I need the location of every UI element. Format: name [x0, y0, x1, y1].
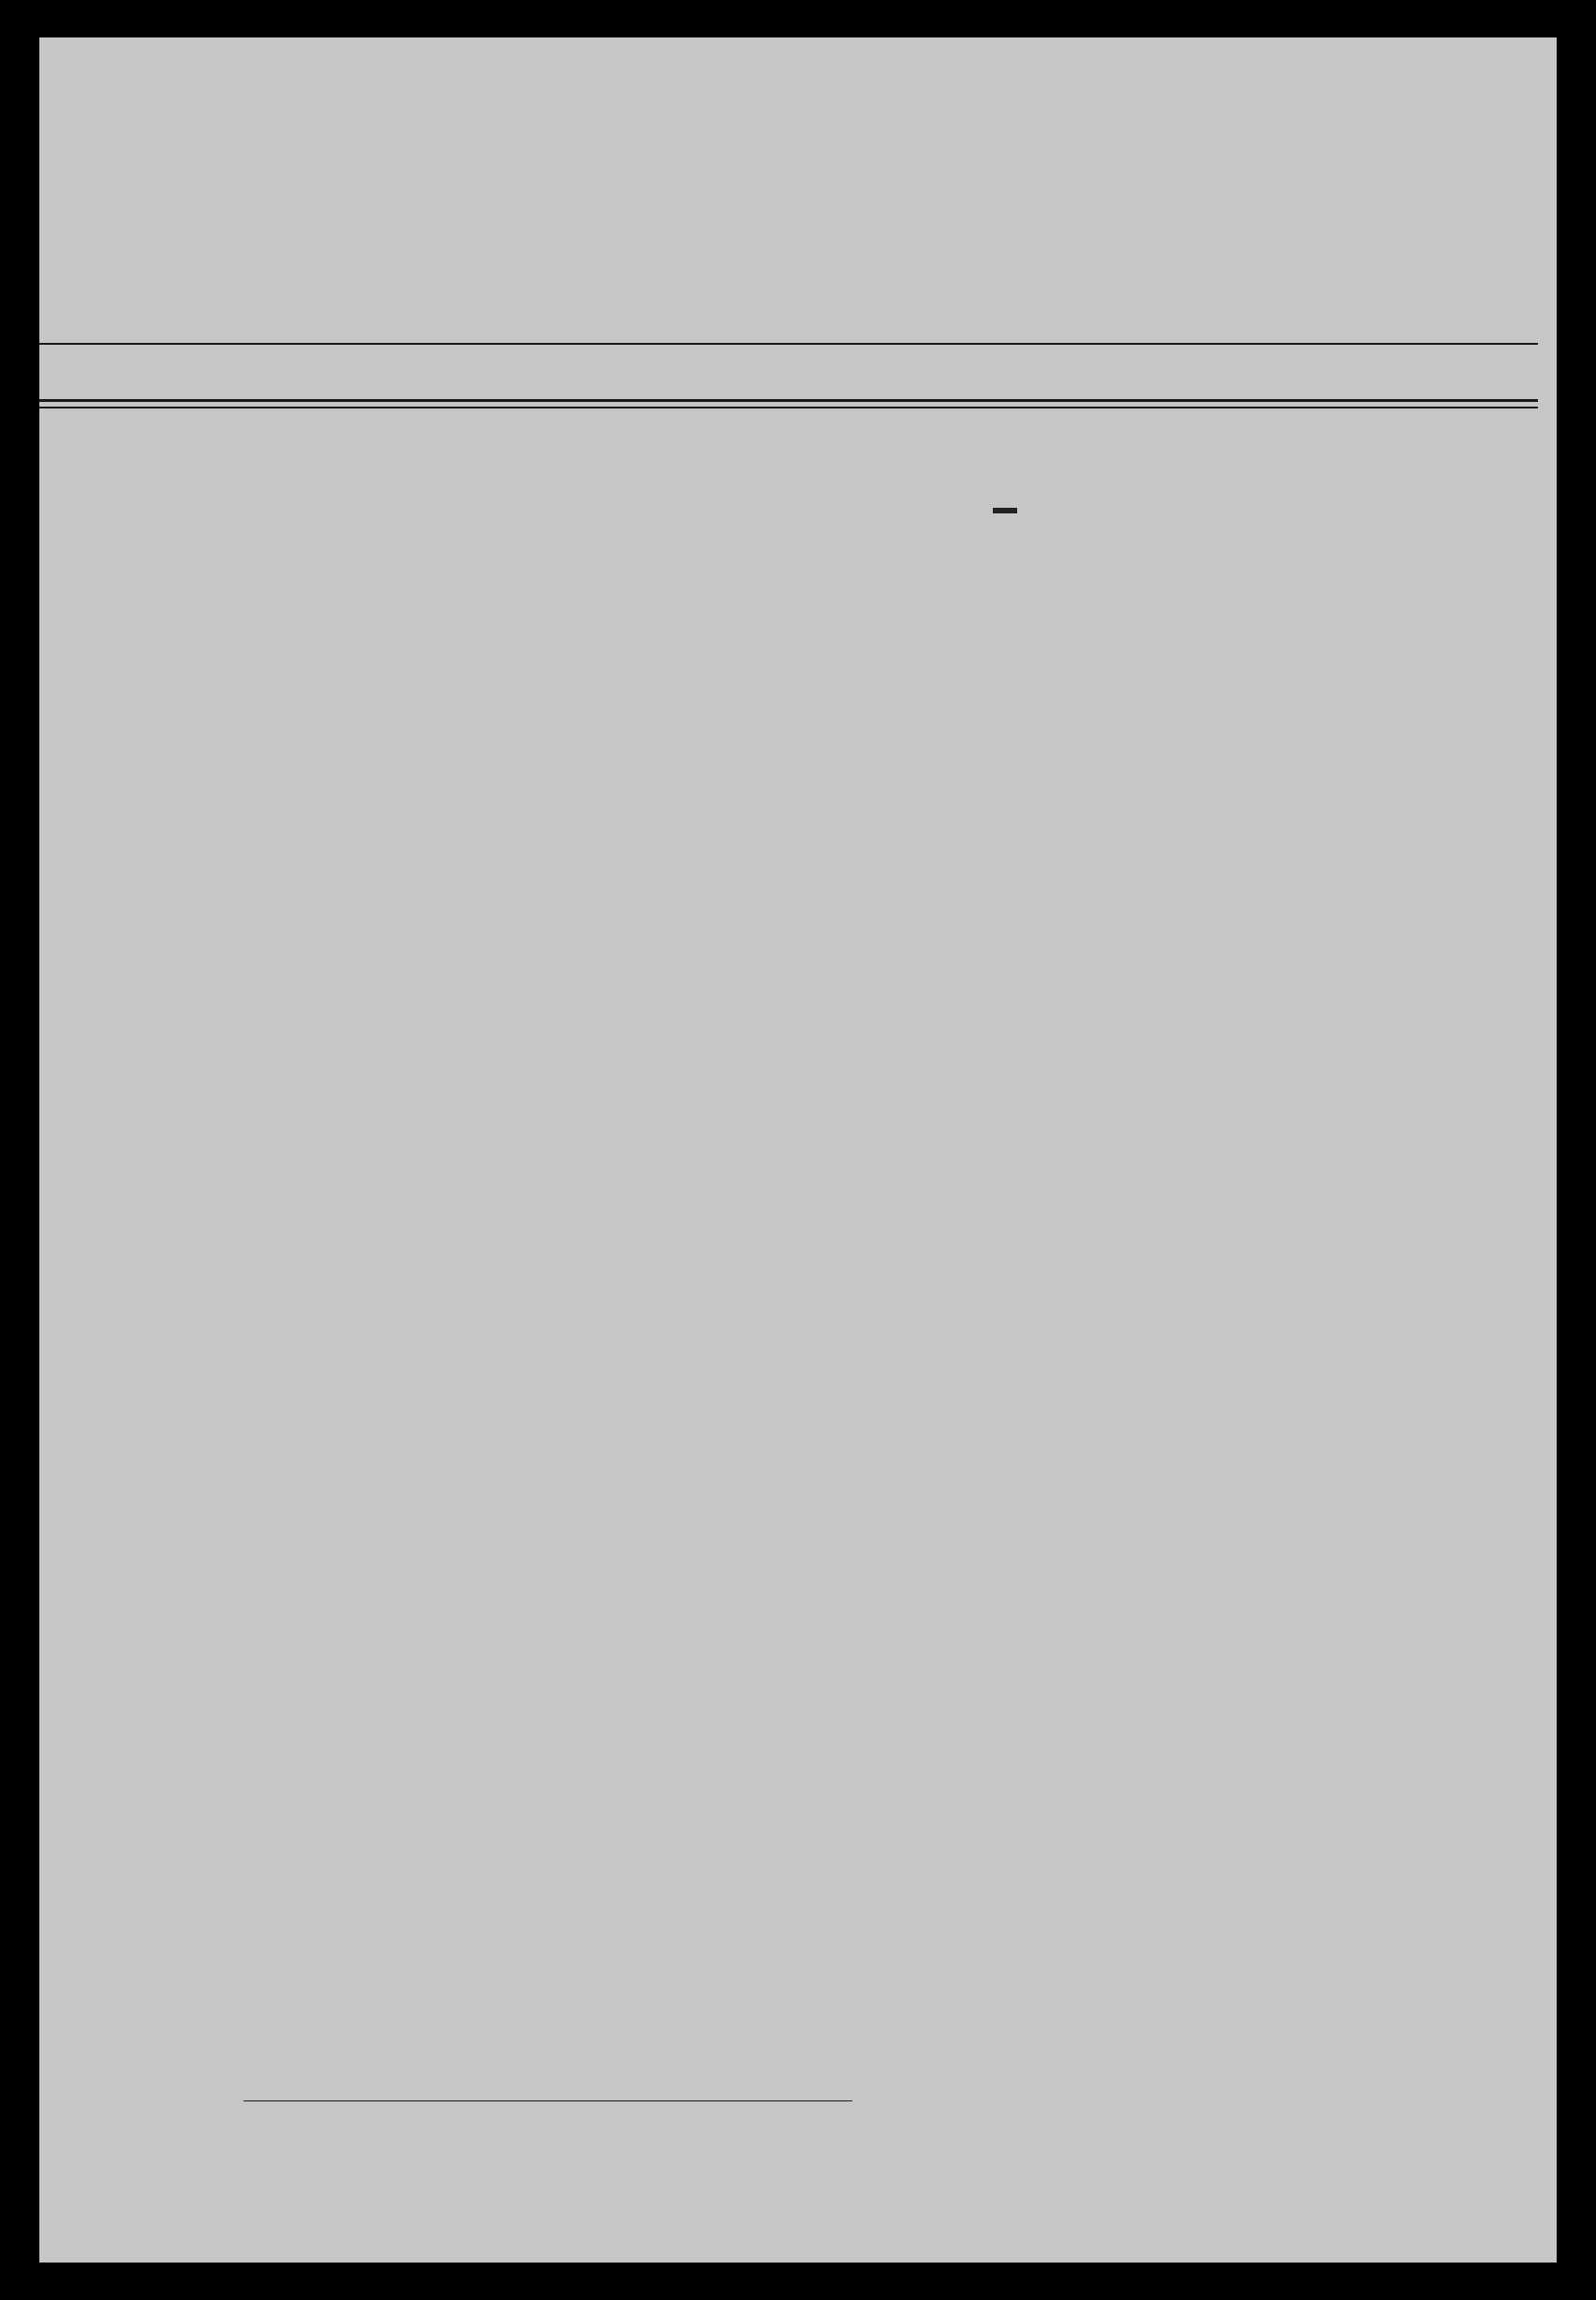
- header-rule-2: [39, 399, 1538, 402]
- header-rule-1: [39, 343, 1538, 345]
- prepared-rule: [244, 2100, 852, 2101]
- header-rule-3: [39, 407, 1538, 408]
- us-citizen-stamp: [993, 508, 1017, 513]
- manifest-page: [39, 37, 1557, 2263]
